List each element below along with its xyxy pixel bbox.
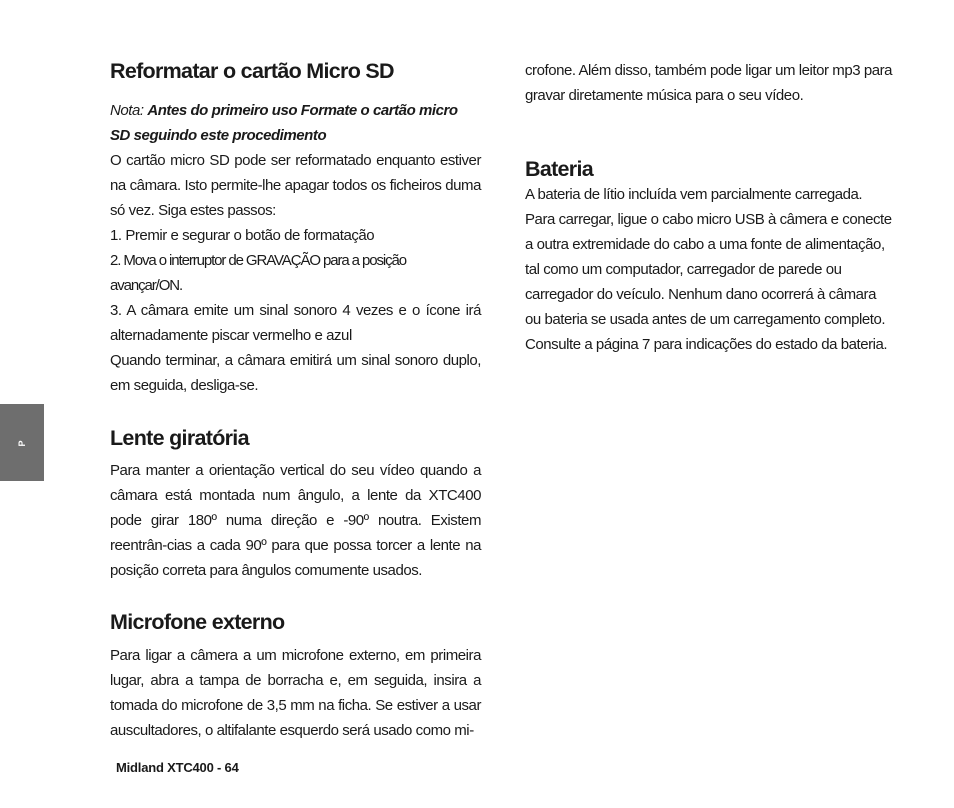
battery-line: Para carregar, ligue o cabo micro USB à câmera e conecte: [525, 211, 892, 228]
mic-body: Para ligar a câmera a um microfone externo, em primeira lugar, abra a tampa de borracha e, em seguida, insira a tomada do microfone de 3,5 mm na ficha. Se estiver a usar auscultadores, o altifalante esquerdo será usado como mi-: [110, 647, 481, 739]
battery-line: ou bateria se usada antes de um carregamento completo.: [525, 311, 886, 328]
battery-line: carregador do veículo. Nenhum dano ocorrerá à câmara: [525, 286, 876, 303]
note-label: Nota:: [110, 102, 144, 119]
reformat-step-1: 1. Premir e segurar o botão de formatação: [110, 227, 375, 244]
battery-line: A bateria de lítio incluída vem parcialmente carregada.: [525, 186, 863, 203]
reformat-closing: Quando terminar, a câmara emitirá um sinal sonoro duplo, em seguida, desliga-se.: [110, 352, 481, 394]
battery-line: a outra extremidade do cabo a uma fonte de alimentação,: [525, 236, 885, 253]
reformat-heading: Reformatar o cartão Micro SD: [110, 59, 394, 83]
mic-continued-text: crofone. Além disso, também pode ligar um leitor mp3 para gravar diretamente música para o seu vídeo.: [525, 62, 893, 104]
battery-line: tal como um computador, carregador de parede ou: [525, 261, 842, 278]
page-footer: Midland XTC400 - 64: [116, 760, 239, 775]
battery-heading: Bateria: [525, 157, 593, 181]
right-column: [525, 58, 899, 357]
mic-heading: Microfone externo: [110, 610, 285, 634]
note-text: Antes do primeiro uso Formate o cartão micro SD seguindo este procedimento: [110, 102, 458, 144]
reformat-note: [110, 98, 481, 148]
reformat-step-3: 3. A câmara emite um sinal sonoro 4 vezes e o ícone irá alternadamente piscar vermelho e azul: [110, 302, 481, 344]
reformat-body: O cartão micro SD pode ser reformatado enquanto estiver na câmara. Isto permite-lhe apagar todos os ficheiros duma só vez. Siga estes passos:: [110, 152, 481, 219]
language-tab-label: P: [17, 438, 27, 447]
reformat-step-2: 2. Mova o interruptor de GRAVAÇÃO para a posição avançar/ON.: [110, 252, 406, 294]
lens-heading: Lente giratória: [110, 426, 249, 450]
language-tab: [0, 404, 44, 481]
lens-body: Para manter a orientação vertical do seu vídeo quando a câmara está montada num ângulo, a lente da XTC400 pode girar 180º numa direção e -90º noutra. Existem reentrân-cias a cada 90º para que possa torcer a lente na posição correta para ângulos comumente usados.: [110, 462, 481, 579]
left-column: [110, 58, 481, 743]
battery-line: Consulte a página 7 para indicações do estado da bateria.: [525, 336, 888, 353]
